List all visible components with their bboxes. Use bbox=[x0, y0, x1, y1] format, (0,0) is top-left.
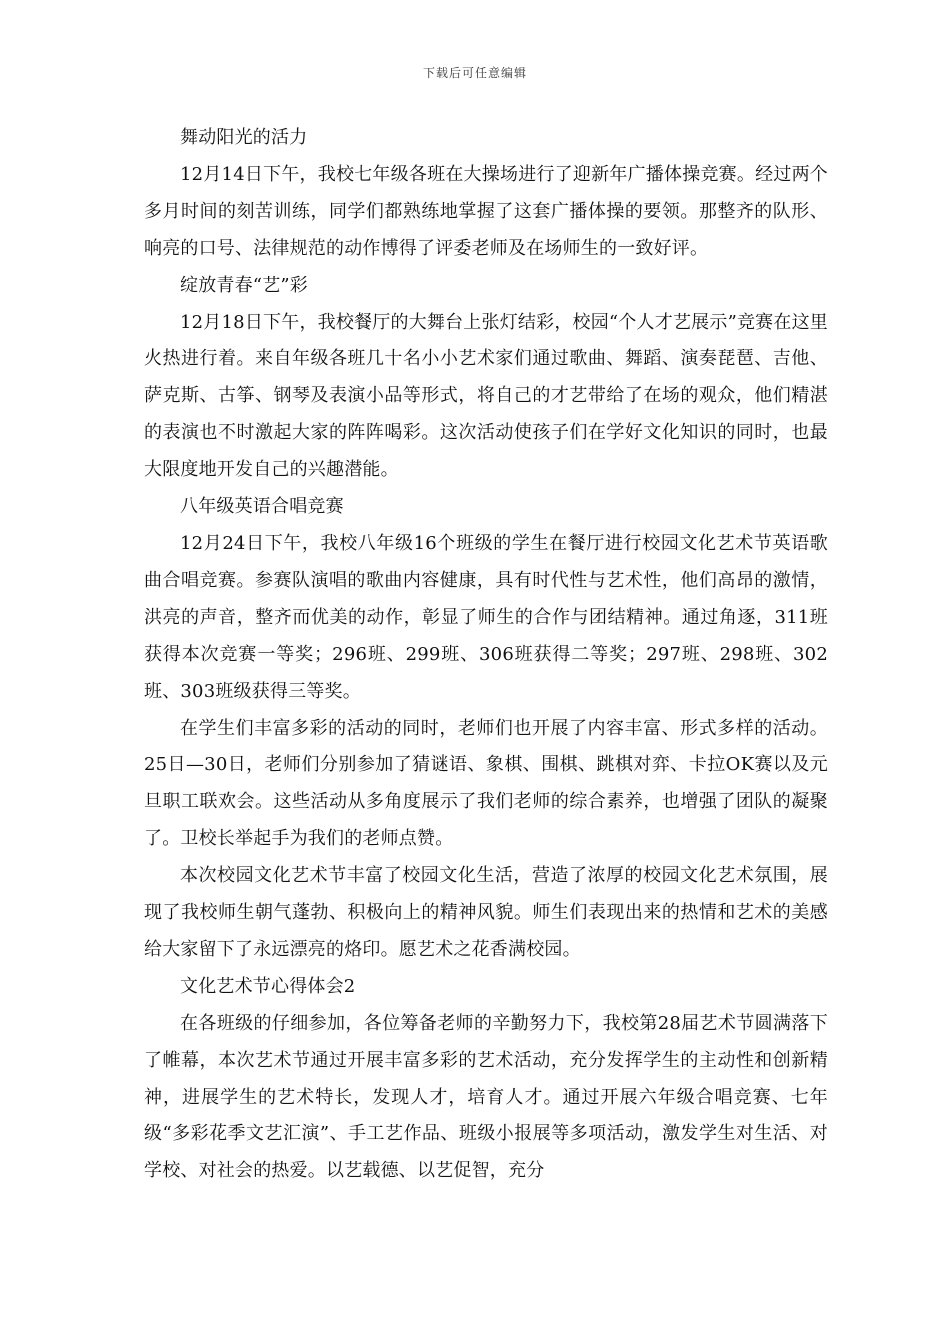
body-paragraph: 12月24日下午，我校八年级16个班级的学生在餐厅进行校园文化艺术节英语歌曲合唱竞赛。参赛队演唱的歌曲内容健康，具有时代性与艺术性，他们高昂的激情，洪亮的声音，整齐而优美的动作，彰显了师生的合作与团结精神。通过角逐，311班获得本次竞赛一等奖；296班、299班、306班获得二等奖；297班、298班、302班、303班级获得三等奖。 bbox=[144, 532, 828, 702]
section-heading: 八年级英语合唱竞赛 bbox=[180, 496, 344, 518]
section-heading: 绽放青春“艺”彩 bbox=[180, 274, 309, 296]
body-paragraph: 在各班级的仔细参加，各位筹备老师的辛勤努力下，我校第28届艺术节圆满落下了帷幕，本次艺术节通过开展丰富多彩的艺术活动，充分发挥学生的主动性和创新精神，进展学生的艺术特长，发现人才，培育人才。通过开展六年级合唱竞赛、七年级“多彩花季文艺汇演”、手工艺作品、班级小报展等多项活动，激发学生对生活、对学校、对社会的热爱。以艺载德、以艺促智，充分 bbox=[144, 1012, 828, 1182]
body-paragraph: 本次校园文化艺术节丰富了校园文化生活，营造了浓厚的校园文化艺术氛围，展现了我校师生朝气蓬勃、积极向上的精神风貌。师生们表现出来的热情和艺术的美感给大家留下了永远漂亮的烙印。愿艺术之花香满校园。 bbox=[144, 865, 828, 960]
section-heading: 舞动阳光的活力 bbox=[180, 127, 308, 148]
body-paragraph: 12月18日下午，我校餐厅的大舞台上张灯结彩，校园“个人才艺展示”竞赛在这里火热进行着。来自年级各班几十名小小艺术家们通过歌曲、舞蹈、演奏琵琶、吉他、萨克斯、古筝、钢琴及表演小品等形式，将自己的才艺带给了在场的观众，他们精湛的表演也不时激起大家的阵阵喝彩。这次活动使孩子们在学好文化知识的同时，也最大限度地开发自己的兴趣潜能。 bbox=[144, 311, 828, 481]
body-paragraph: 12月14日下午，我校七年级各班在大操场进行了迎新年广播体操竞赛。经过两个多月时间的刻苦训练，同学们都熟练地掌握了这套广播体操的要领。那整齐的队形、响亮的口号、法律规范的动作博得了评委老师及在场师生的一致好评。 bbox=[144, 163, 828, 259]
page-header: 下载后可任意编辑 bbox=[422, 66, 527, 80]
section-heading: 文化艺术节心得体会2 bbox=[180, 975, 356, 997]
document-body bbox=[144, 120, 828, 1190]
body-paragraph: 在学生们丰富多彩的活动的同时，老师们也开展了内容丰富、形式多样的活动。25日—30日，老师们分别参加了猜谜语、象棋、围棋、跳棋对弈、卡拉OK赛以及元旦职工联欢会。这些活动从多角度展示了我们老师的综合素养，也增强了团队的凝聚了。卫校长举起手为我们的老师点赞。 bbox=[144, 717, 828, 850]
